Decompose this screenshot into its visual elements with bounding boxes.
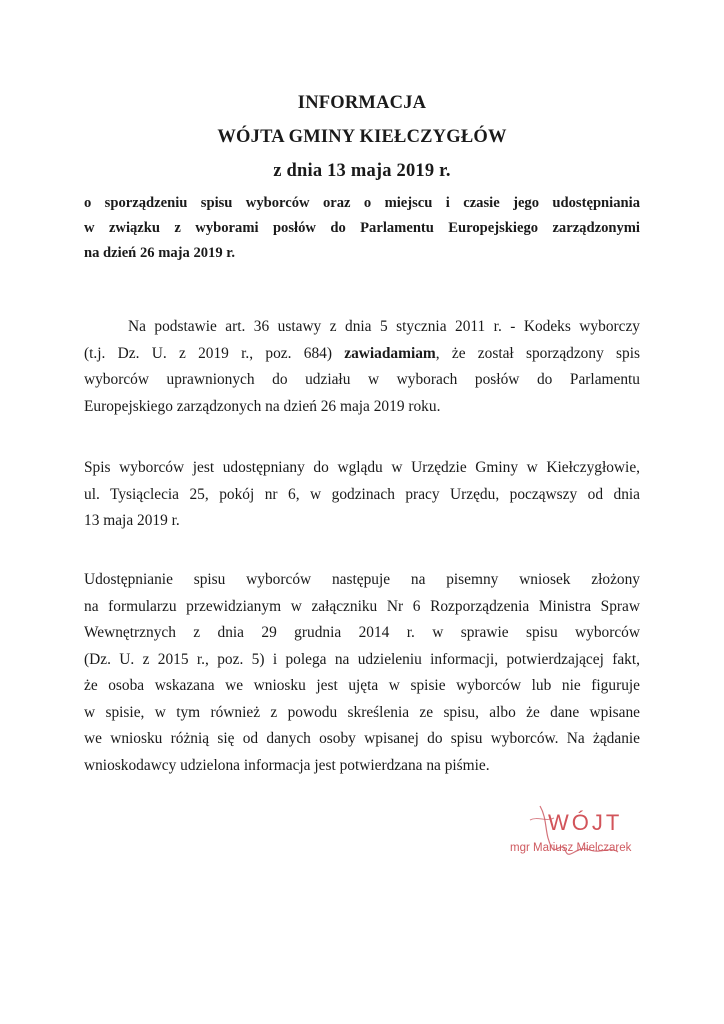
- paragraph-line: ul. Tysiąclecia 25, pokój nr 6, w godzinach pracy Urzędu, począwszy od dnia: [84, 485, 640, 503]
- subject-line: na dzień 26 maja 2019 r.: [84, 245, 236, 261]
- document-subject: [84, 191, 640, 266]
- signature-stamp: [500, 800, 660, 870]
- paragraph-location: [84, 455, 640, 535]
- paragraph-line: Spis wyborców jest udostępniany do wglądu w Urzędzie Gminy w Kiełczygłowie,: [84, 459, 640, 476]
- document-header: [0, 88, 724, 186]
- paragraph-text: , że został sporządzony spis: [435, 344, 640, 362]
- subject-line: o sporządzeniu spisu wyborców oraz o miejscu i czasie jego udostępniania: [84, 195, 640, 211]
- paragraph-line: Wewnętrznych z dnia 29 grudnia 2014 r. w sprawie spisu wyborców: [84, 624, 640, 641]
- signature-title: WÓJT: [548, 810, 623, 835]
- paragraph-procedure: [84, 567, 640, 779]
- paragraph-line: wyborców uprawnionych do udziału w wyborach posłów do Parlamentu: [84, 371, 640, 388]
- paragraph-line: Europejskiego zarządzonych na dzień 26 maja 2019 roku.: [84, 397, 441, 415]
- paragraph-line: (Dz. U. z 2015 r., poz. 5) i polega na udzieleniu informacji, potwierdzającej fakt,: [84, 650, 640, 668]
- document-date: z dnia 13 maja 2019 r.: [273, 161, 451, 181]
- signature-name: mgr Mariusz Mielczarek: [510, 842, 632, 854]
- subject-line: w związku z wyborami posłów do Parlamentu Europejskiego zarządzonymi: [84, 220, 640, 236]
- paragraph-line: w spisie, w tym również z powodu skreślenia ze spisu, albo że dane wpisane: [84, 703, 640, 721]
- paragraph-line: [84, 341, 640, 368]
- paragraph-line: na formularzu przewidzianym w załączniku Nr 6 Rozporządzenia Ministra Spraw: [84, 597, 640, 615]
- paragraph-line: Udostępnianie spisu wyborców następuje na pisemny wniosek złożony: [84, 571, 640, 588]
- notice-keyword: zawiadamiam: [344, 344, 436, 362]
- paragraph-line: we wniosku różnią się od danych osoby wpisanej do spisu wyborców. Na żądanie: [84, 730, 640, 747]
- paragraph-line: że osoba wskazana we wniosku jest ujęta w spisie wyborców lub nie figuruje: [84, 677, 640, 694]
- document-title: INFORMACJA: [297, 93, 427, 113]
- paragraph-line: Na podstawie art. 36 ustawy z dnia 5 stycznia 2011 r. - Kodeks wyborczy: [128, 318, 640, 335]
- document-authority: WÓJTA GMINY KIEŁCZYGŁÓW: [217, 127, 507, 147]
- paragraph-line: 13 maja 2019 r.: [84, 512, 180, 529]
- paragraph-legal-basis: [84, 314, 640, 420]
- paragraph-text: (t.j. Dz. U. z 2019 r., poz. 684): [84, 344, 345, 362]
- paragraph-line: wnioskodawcy udzielona informacja jest potwierdzana na piśmie.: [84, 756, 490, 774]
